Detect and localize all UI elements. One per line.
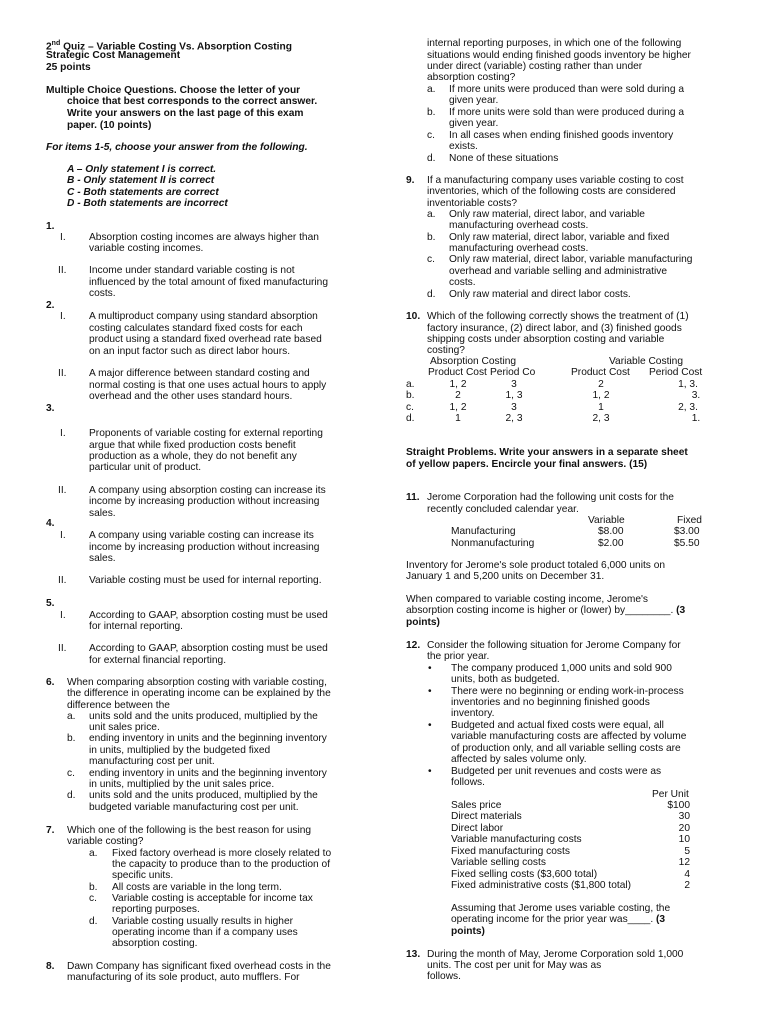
bullet-text: Budgeted per unit revenues and costs were as xyxy=(451,766,662,777)
sub-header: Period Cost xyxy=(649,367,703,378)
statement-text: Income under standard variable costing is not xyxy=(89,265,295,276)
question-text: inventoriable costs? xyxy=(427,198,518,209)
cell: 3. xyxy=(691,390,701,401)
bullet: • xyxy=(428,686,432,697)
bullet-text: There were no beginning or ending work-in-process xyxy=(451,686,684,697)
question-text: the difference in operating income can be explained by the xyxy=(67,688,331,699)
statement-text: Variable costing must be used for internal reporting. xyxy=(89,575,322,586)
question-number: 7. xyxy=(46,825,55,836)
cell: $100 xyxy=(667,800,690,811)
choice-text: budgeted variable manufacturing cost per unit. xyxy=(89,802,299,813)
choice-text: the capacity to produce than to the production of xyxy=(112,859,331,870)
statement-text: A major difference between standard costing and xyxy=(89,368,310,379)
paragraph: absorption costing income is higher or (lower) by________. (3 xyxy=(406,605,686,616)
cell: 12 xyxy=(678,857,690,868)
row-key: b. xyxy=(406,390,415,401)
cell: 2, 3 xyxy=(505,413,523,424)
statement-label: II. xyxy=(58,643,67,654)
question-number: 9. xyxy=(406,175,415,186)
answer-option-c: C - Both statements are correct xyxy=(67,187,219,198)
items-note: For items 1-5, choose your answer from the following. xyxy=(46,142,308,153)
row-key: Sales price xyxy=(451,800,502,811)
statement-text: costing calculates standard fixed costs for each xyxy=(89,323,303,334)
statement-text: A company using absorption costing can increase its xyxy=(89,485,326,496)
question-text: difference between the xyxy=(67,700,170,711)
question-text: Which one of the following is the best reason for using xyxy=(67,825,312,836)
mcq-instructions-line: Write your answers on the last page of this exam xyxy=(67,108,304,119)
question-text: costing? xyxy=(427,345,465,356)
cell: 1 xyxy=(455,413,461,424)
answer-option-b: B - Only statement II is correct xyxy=(67,175,215,186)
statement-text: A company using variable costing can increase its xyxy=(89,530,314,541)
question-number: 4. xyxy=(46,518,55,529)
row-key: Fixed selling costs ($3,600 total) xyxy=(451,869,598,880)
question-text: manufacturing of its sole product, auto mufflers. For xyxy=(67,972,300,983)
choice-text: ending inventory in units and the beginning inventory xyxy=(89,733,327,744)
choice-label: a. xyxy=(89,848,98,859)
bullet-text: inventory. xyxy=(451,708,495,719)
row-key: Direct materials xyxy=(451,811,522,822)
question-number: 2. xyxy=(46,300,55,311)
choice-text: in units, multiplied by the budgeted fixed xyxy=(89,745,271,756)
cell: $2.00 xyxy=(598,538,624,549)
statement-label: I. xyxy=(60,530,66,541)
row-key: Nonmanufacturing xyxy=(451,538,535,549)
cell: 1, 3 xyxy=(505,390,523,401)
choice-text: unit sales price. xyxy=(89,722,160,733)
statement-label: II. xyxy=(58,265,67,276)
cell: 2 xyxy=(455,390,461,401)
bullet: • xyxy=(428,663,432,674)
question-text: absorption costing? xyxy=(427,72,516,83)
statement-text: product using a standard fixed overhead rate based xyxy=(89,334,322,345)
statement-text: on an input factor such as direct labor hours. xyxy=(89,346,291,357)
row-key: d. xyxy=(406,413,415,424)
question-number: 6. xyxy=(46,677,55,688)
choice-text: overhead and variable selling and administrative xyxy=(449,266,668,277)
choice-label: a. xyxy=(67,711,76,722)
col-header-absorption: Absorption Costing xyxy=(430,356,517,367)
question-number: 10. xyxy=(406,311,421,322)
choice-text: units sold and the units produced, multiplied by the xyxy=(89,711,318,722)
question-number: 1. xyxy=(46,221,55,232)
choice-text: absorption costing. xyxy=(112,938,198,949)
statement-text: argue that while fixed production costs benefit xyxy=(89,440,296,451)
bullet-text: follows. xyxy=(451,777,485,788)
question-text: Consider the following situation for Jerome Company for xyxy=(427,640,681,651)
question-text: follows. xyxy=(427,971,461,982)
choice-text: Only raw material and direct labor costs. xyxy=(449,289,631,300)
question-text: If a manufacturing company uses variable costing to cost xyxy=(427,175,684,186)
cell: 4 xyxy=(684,869,690,880)
choice-text: In all cases when ending finished goods inventory xyxy=(449,130,674,141)
statement-text: A multiproduct company using standard absorption xyxy=(89,311,318,322)
row-key: Variable selling costs xyxy=(451,857,546,868)
bullet-text: variable manufacturing costs are affected by volume xyxy=(451,731,687,742)
cell: 1, 2 xyxy=(449,402,467,413)
cell: 3 xyxy=(511,402,517,413)
sub-header: Period Co xyxy=(490,367,536,378)
cell: $5.50 xyxy=(674,538,700,549)
choice-label: c. xyxy=(427,254,435,265)
straight-problems-heading: Straight Problems. Write your answers in a separate sheet xyxy=(406,447,688,458)
statement-text: normal costing is that one uses actual hours to apply xyxy=(89,380,327,391)
statement-text: for external financial reporting. xyxy=(89,655,227,666)
choice-text: reporting purposes. xyxy=(112,904,200,915)
question-text: recently concluded calendar year. xyxy=(427,504,579,515)
bullet: • xyxy=(428,720,432,731)
question-text: When comparing absorption costing with variable costing, xyxy=(67,677,327,688)
statement-text: sales. xyxy=(89,553,116,564)
sub-header: Product Cost xyxy=(571,367,630,378)
choice-label: d. xyxy=(427,153,436,164)
choice-text: exists. xyxy=(449,141,478,152)
question-text: variable costing? xyxy=(67,836,144,847)
choice-label: d. xyxy=(427,289,436,300)
col-header-variable: Variable xyxy=(588,515,625,526)
choice-text: specific units. xyxy=(112,870,174,881)
question-text: Jerome Corporation had the following unit costs for the xyxy=(427,492,674,503)
bullet-text: units, both as budgeted. xyxy=(451,674,560,685)
question-text: Dawn Company has significant fixed overhead costs in the xyxy=(67,961,331,972)
bullet-text: of production only, and all variable selling costs are xyxy=(451,743,681,754)
choice-text: Only raw material, direct labor, and variable xyxy=(449,209,645,220)
cell: 10 xyxy=(678,834,690,845)
choice-text: Only raw material, direct labor, variable and fixed xyxy=(449,232,670,243)
choice-label: a. xyxy=(427,209,436,220)
paragraph: January 1 and 5,200 units on December 31. xyxy=(406,571,605,582)
choice-text: If more units were sold than were produced during a xyxy=(449,107,685,118)
cell: 2, 3. xyxy=(678,402,698,413)
row-key: Fixed administrative costs ($1,800 total) xyxy=(451,880,632,891)
cell: 1. xyxy=(691,413,701,424)
choice-label: d. xyxy=(67,790,76,801)
choice-text: Fixed factory overhead is more closely related to xyxy=(112,848,332,859)
statement-text: production as a whole, they do not benefit any xyxy=(89,451,297,462)
question-text: factory insurance, (2) direct labor, and (3) finished goods xyxy=(427,323,682,334)
col-header-fixed: Fixed xyxy=(677,515,702,526)
choice-text: ending inventory in units and the beginning inventory xyxy=(89,768,327,779)
choice-text: manufacturing overhead costs. xyxy=(449,243,589,254)
question-text: internal reporting purposes, in which one of the following xyxy=(427,38,682,49)
cell: 1, 2 xyxy=(592,390,610,401)
sub-header: Product Cost xyxy=(428,367,487,378)
choice-text: manufacturing cost per unit. xyxy=(89,756,215,767)
statement-text: influenced by the total amount of fixed manufacturing xyxy=(89,277,328,288)
question-text: inventories, which of the following costs are considered xyxy=(427,186,676,197)
cell: 20 xyxy=(678,823,690,834)
choice-text: If more units were produced than were sold during a xyxy=(449,84,685,95)
cell: 2 xyxy=(684,880,690,891)
paragraph: Assuming that Jerome uses variable costing, the xyxy=(451,903,671,914)
row-key: a. xyxy=(406,379,415,390)
paragraph: operating income for the prior year was____. (3 xyxy=(451,914,666,925)
statement-text: Absorption costing incomes are always higher than xyxy=(89,232,319,243)
row-key: Manufacturing xyxy=(451,526,516,537)
question-number: 13. xyxy=(406,949,421,960)
choice-label: d. xyxy=(89,916,98,927)
choice-label: c. xyxy=(89,893,97,904)
choice-label: b. xyxy=(67,733,76,744)
choice-label: b. xyxy=(427,107,436,118)
choice-text: None of these situations xyxy=(449,153,559,164)
choice-label: c. xyxy=(427,130,435,141)
row-key: Direct labor xyxy=(451,823,504,834)
question-text: units. The cost per unit for May was as xyxy=(427,960,602,971)
statement-text: overhead and the other uses standard hours. xyxy=(89,391,293,402)
question-number: 5. xyxy=(46,598,55,609)
cell: $3.00 xyxy=(674,526,700,537)
choice-text: Only raw material, direct labor, variable manufacturing xyxy=(449,254,693,265)
question-text: During the month of May, Jerome Corporation sold 1,000 xyxy=(427,949,684,960)
cell: 2, 3 xyxy=(592,413,610,424)
bullet-text: inventories and no beginning finished goods xyxy=(451,697,650,708)
statement-text: Proponents of variable costing for external reporting xyxy=(89,428,323,439)
mcq-instructions-line: paper. (10 points) xyxy=(67,120,152,131)
col-header-variable: Variable Costing xyxy=(609,356,683,367)
choice-text: in units, multiplied by the unit sales price. xyxy=(89,779,275,790)
cell: 1, 3. xyxy=(678,379,698,390)
question-number: 3. xyxy=(46,403,55,414)
question-number: 12. xyxy=(406,640,421,651)
choice-text: All costs are variable in the long term. xyxy=(112,882,282,893)
statement-text: income by increasing production without increasing xyxy=(89,542,320,553)
question-text: the prior year. xyxy=(427,651,490,662)
answer-option-d: D - Both statements are incorrect xyxy=(67,198,228,209)
statement-label: I. xyxy=(60,610,66,621)
statement-label: II. xyxy=(58,575,67,586)
cell: 5 xyxy=(684,846,690,857)
cell: $8.00 xyxy=(598,526,624,537)
choice-text: operating income than if a company uses xyxy=(112,927,298,938)
choice-text: costs. xyxy=(449,277,476,288)
choice-label: a. xyxy=(427,84,436,95)
statement-label: I. xyxy=(60,311,66,322)
statement-label: I. xyxy=(60,428,66,439)
question-number: 8. xyxy=(46,961,55,972)
question-text: situations would ending finished goods inventory be higher xyxy=(427,50,691,61)
statement-text: According to GAAP, absorption costing must be used xyxy=(89,643,328,654)
statement-text: particular unit of product. xyxy=(89,462,202,473)
statement-label: II. xyxy=(58,485,67,496)
bullet-text: The company produced 1,000 units and sold 900 xyxy=(451,663,672,674)
question-text: under direct (variable) costing rather than under xyxy=(427,61,643,72)
row-key: Variable manufacturing costs xyxy=(451,834,582,845)
straight-problems-heading-line: of yellow papers. Encircle your final answers. (15) xyxy=(406,459,648,470)
statement-text: sales. xyxy=(89,508,116,519)
choice-text: Variable costing is acceptable for income tax xyxy=(112,893,313,904)
choice-label: b. xyxy=(89,882,98,893)
bullet: • xyxy=(428,766,432,777)
cell: 30 xyxy=(678,811,690,822)
choice-text: given year. xyxy=(449,95,499,106)
bullet-text: Budgeted and actual fixed costs were equal, all xyxy=(451,720,664,731)
cell: 1, 2 xyxy=(449,379,467,390)
choice-label: b. xyxy=(427,232,436,243)
course-name: Strategic Cost Management xyxy=(46,50,181,61)
row-key: Fixed manufacturing costs xyxy=(451,846,570,857)
paragraph: When compared to variable costing income, Jerome's xyxy=(406,594,649,605)
choice-text: units sold and the units produced, multiplied by the xyxy=(89,790,318,801)
col-header-per-unit: Per Unit xyxy=(652,789,689,800)
question-text: shipping costs under absorption costing and variable xyxy=(427,334,665,345)
cell: 1 xyxy=(598,402,604,413)
statement-label: II. xyxy=(58,368,67,379)
choice-text: Variable costing usually results in higher xyxy=(112,916,294,927)
question-number: 11. xyxy=(406,492,420,503)
statement-text: costs. xyxy=(89,288,116,299)
paragraph: Inventory for Jerome's sole product totaled 6,000 units on xyxy=(406,560,666,571)
statement-text: variable costing incomes. xyxy=(89,243,204,254)
choice-text: manufacturing overhead costs. xyxy=(449,220,589,231)
mcq-instructions: Multiple Choice Questions. Choose the letter of your xyxy=(46,85,301,96)
statement-label: I. xyxy=(60,232,66,243)
statement-text: for internal reporting. xyxy=(89,621,184,632)
statement-text: income by increasing production without increasing xyxy=(89,496,320,507)
cell: 2 xyxy=(598,379,604,390)
mcq-instructions-line: choice that best corresponds to the correct answer. xyxy=(67,96,318,107)
question-text: Which of the following correctly shows the treatment of (1) xyxy=(427,311,689,322)
paragraph: points) xyxy=(451,926,485,937)
answer-option-a: A – Only statement I is correct. xyxy=(67,164,217,175)
total-points: 25 points xyxy=(46,62,91,73)
quiz-title: 2nd Quiz – Variable Costing Vs. Absorption Costing xyxy=(46,40,292,53)
bullet-text: affected by sales volume only. xyxy=(451,754,587,765)
choice-text: given year. xyxy=(449,118,499,129)
choice-label: c. xyxy=(67,768,75,779)
statement-text: According to GAAP, absorption costing must be used xyxy=(89,610,328,621)
cell: 3 xyxy=(511,379,517,390)
paragraph: points) xyxy=(406,617,440,628)
row-key: c. xyxy=(406,402,414,413)
